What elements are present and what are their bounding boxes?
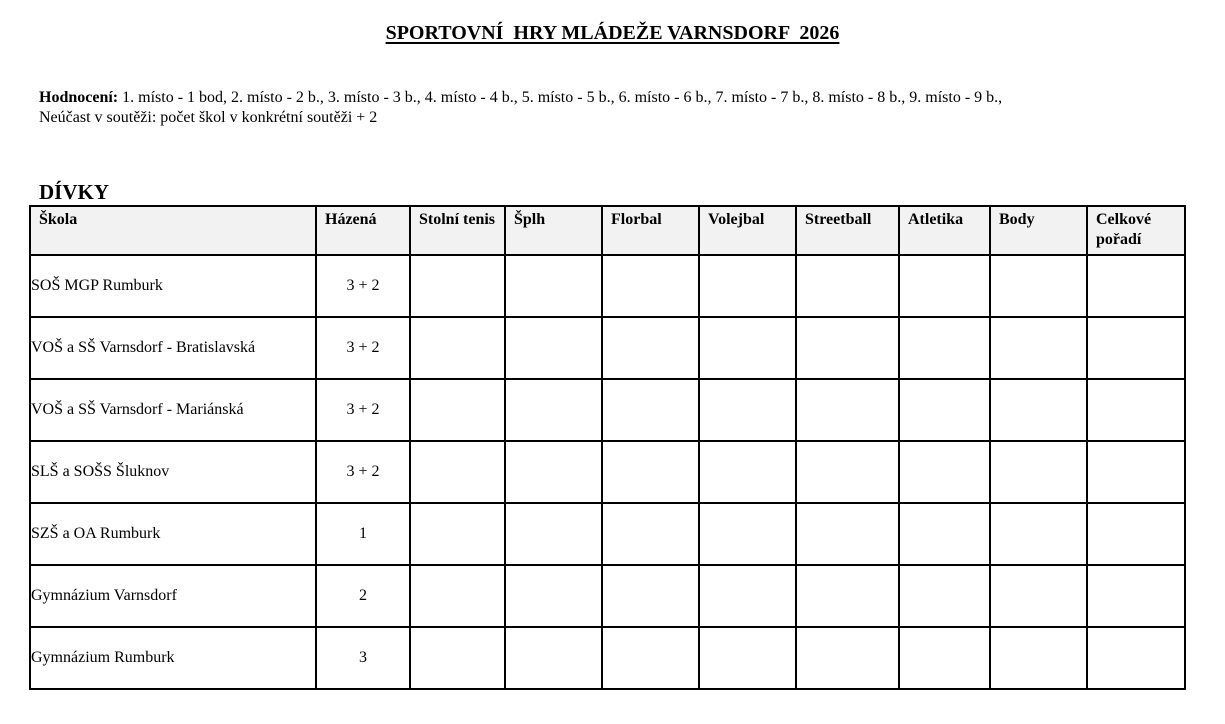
- scoring-rules-text: 1. místo - 1 bod, 2. místo - 2 b., 3. místo - 3 b., 4. místo - 4 b., 5. místo - 5 b., 6. místo - 6 b., 7. místo - 7 b., 8. místo - 8 b., 9. místo - 9 b.,: [118, 89, 1003, 106]
- empty-cell: [990, 317, 1087, 379]
- scoring-rules-line-2: Neúčast v soutěži: počet škol v konkrétní soutěži + 2: [39, 109, 378, 126]
- empty-cell: [990, 565, 1087, 627]
- header-cell: Body: [990, 206, 1087, 255]
- empty-cell: [410, 379, 505, 441]
- hazena-score: 3 + 2: [316, 441, 410, 503]
- empty-cell: [796, 503, 899, 565]
- header-cell: Škola: [30, 206, 316, 255]
- empty-cell: [899, 317, 990, 379]
- school-name: VOŠ a SŠ Varnsdorf - Mariánská: [30, 379, 316, 441]
- school-name: Gymnázium Varnsdorf: [30, 565, 316, 627]
- school-name: SOŠ MGP Rumburk: [30, 255, 316, 317]
- empty-cell: [899, 565, 990, 627]
- table-row: [30, 379, 1185, 441]
- empty-cell: [796, 565, 899, 627]
- table-row: [30, 565, 1185, 627]
- scoring-rules: [39, 88, 1219, 128]
- empty-cell: [699, 255, 796, 317]
- empty-cell: [1087, 627, 1185, 689]
- empty-cell: [505, 627, 602, 689]
- empty-cell: [1087, 565, 1185, 627]
- header-cell: Šplh: [505, 206, 602, 255]
- empty-cell: [990, 441, 1087, 503]
- empty-cell: [1087, 441, 1185, 503]
- empty-cell: [699, 441, 796, 503]
- scoring-rules-label: Hodnocení:: [39, 89, 119, 106]
- empty-cell: [699, 503, 796, 565]
- empty-cell: [699, 317, 796, 379]
- empty-cell: [990, 627, 1087, 689]
- empty-cell: [602, 317, 699, 379]
- empty-cell: [1087, 503, 1185, 565]
- table-row: [30, 317, 1185, 379]
- empty-cell: [602, 379, 699, 441]
- header-cell: Stolní tenis: [410, 206, 505, 255]
- hazena-score: 3 + 2: [316, 317, 410, 379]
- empty-cell: [1087, 255, 1185, 317]
- empty-cell: [796, 255, 899, 317]
- empty-cell: [1087, 317, 1185, 379]
- scoring-rules-line-1: [39, 88, 1219, 108]
- empty-cell: [602, 565, 699, 627]
- table-row: [30, 255, 1185, 317]
- school-name: SLŠ a SOŠS Šluknov: [30, 441, 316, 503]
- empty-cell: [899, 503, 990, 565]
- empty-cell: [990, 255, 1087, 317]
- empty-cell: [899, 255, 990, 317]
- empty-cell: [602, 441, 699, 503]
- empty-cell: [699, 379, 796, 441]
- empty-cell: [899, 627, 990, 689]
- school-name: VOŠ a SŠ Varnsdorf - Bratislavská: [30, 317, 316, 379]
- document-title-text: SPORTOVNÍ HRY MLÁDEŽE VARNSDORF 2026: [385, 22, 840, 44]
- empty-cell: [410, 503, 505, 565]
- empty-cell: [796, 379, 899, 441]
- empty-cell: [796, 317, 899, 379]
- empty-cell: [505, 565, 602, 627]
- header-cell: Házená: [316, 206, 410, 255]
- hazena-score: 3 + 2: [316, 379, 410, 441]
- hazena-score: 2: [316, 565, 410, 627]
- empty-cell: [602, 503, 699, 565]
- school-name: SZŠ a OA Rumburk: [30, 503, 316, 565]
- empty-cell: [899, 379, 990, 441]
- empty-cell: [899, 441, 990, 503]
- header-cell: Florbal: [602, 206, 699, 255]
- empty-cell: [1087, 379, 1185, 441]
- hazena-score: 3 + 2: [316, 255, 410, 317]
- empty-cell: [505, 503, 602, 565]
- results-table: [29, 205, 1186, 690]
- header-cell: Streetball: [796, 206, 899, 255]
- document-title: [0, 22, 1225, 45]
- empty-cell: [410, 255, 505, 317]
- hazena-score: 3: [316, 627, 410, 689]
- empty-cell: [505, 255, 602, 317]
- empty-cell: [796, 627, 899, 689]
- empty-cell: [505, 441, 602, 503]
- header-cell: Volejbal: [699, 206, 796, 255]
- table-row: [30, 441, 1185, 503]
- empty-cell: [602, 627, 699, 689]
- table-row: [30, 627, 1185, 689]
- empty-cell: [796, 441, 899, 503]
- table-row: [30, 503, 1185, 565]
- empty-cell: [990, 379, 1087, 441]
- header-row: [30, 206, 1185, 255]
- empty-cell: [602, 255, 699, 317]
- empty-cell: [410, 627, 505, 689]
- empty-cell: [410, 565, 505, 627]
- empty-cell: [699, 627, 796, 689]
- header-cell: Celkové pořadí: [1087, 206, 1185, 255]
- empty-cell: [410, 317, 505, 379]
- header-cell: Atletika: [899, 206, 990, 255]
- empty-cell: [410, 441, 505, 503]
- section-title: DÍVKY: [39, 180, 110, 204]
- empty-cell: [699, 565, 796, 627]
- school-name: Gymnázium Rumburk: [30, 627, 316, 689]
- empty-cell: [505, 317, 602, 379]
- empty-cell: [990, 503, 1087, 565]
- hazena-score: 1: [316, 503, 410, 565]
- empty-cell: [505, 379, 602, 441]
